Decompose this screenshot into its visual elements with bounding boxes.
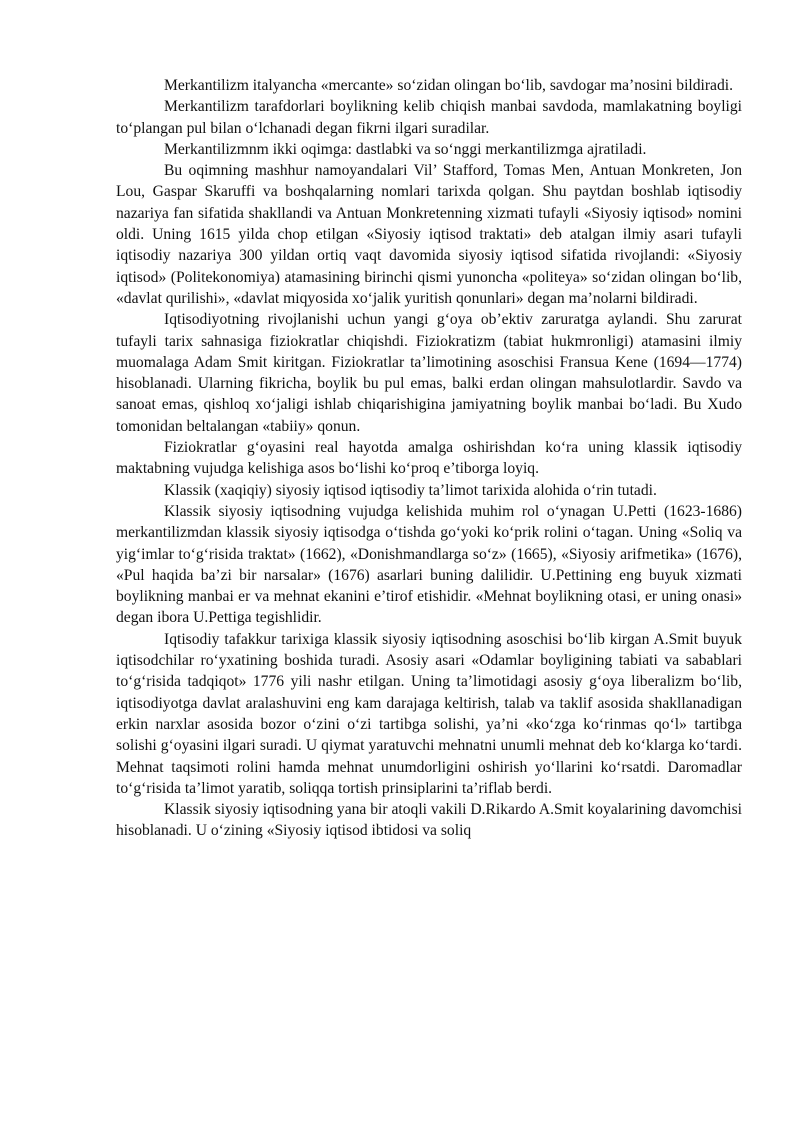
paragraph-physiocrats: Iqtisodiyotning rivojlanishi uchun yangi g‘oya ob’ektiv zaruratga aylandi. Shu zarurat tufayli tarix sahnasiga fiziokratlar chiqishdi. Fiziokratizm (tabiat hukmronligi) atamasini ilmiy muomalaga Adam Smit kiritgan. Fiziokratlar ta’limotining asoschisi Fransua Kene (1694—1774) hisoblanadi. Ularning fikricha, boylik bu pul emas, balki erdan olingan mahsulotlardir. Savdo va sanoat emas, qishloq xo‘jaligi ishlab chiqarishigina jamiyatning boylik manbai bo‘ladi. Bu Xudo tomonidan beltalangan «tabiiy» qonun. xyxy=(116,311,742,435)
paragraph-merkantilizm-currents: Merkantilizmnm ikki oqimga: dastlabki va so‘nggi merkantilizmga ajratiladi. xyxy=(164,140,647,158)
paragraph-smith: Iqtisodiy tafakkur tarixiga klassik siyosiy iqtisodning asoschisi bo‘lib kirgan A.Smit buyuk iqtisodchilar ro‘yxatining boshida turadi. Asosiy asari «Odamlar boyligining tabiati va sabablari to‘g‘risida tadqiqot» 1776 yili nashr etilgan. Uning ta’limotidagi asosiy g‘oya liberalizm bo‘lib, iqtisodiyotga davlat aralashuvini eng kam darajaga keltirish, talab va taklif asosida shakllanadigan erkin narxlar asosida bozor o‘zini o‘zi tartibga solishi, ya’ni «ko‘zga ko‘rinmas qo‘l» tartibga solishi g‘oyasini ilgari suradi. U qiymat yaratuvchi mehnatni unumli mehnat deb ko‘klarga ko‘tardi. Mehnat taqsimoti rolini hamda mehnat unumdorligini oshirish yo‘llarini ko‘rsatdi. Daromadlar to‘g‘risida ta’limot yaratib, soliqqa tortish prinsiplarini ta’riflab berdi. xyxy=(116,630,742,797)
paragraph-physiocrats-legacy: Fiziokratlar g‘oyasini real hayotda amalga oshirishdan ko‘ra uning klassik iqtisodiy maktabning vujudga kelishiga asos bo‘lishi ko‘proq e’tiborga loyiq. xyxy=(116,439,742,478)
paragraph-representatives: Bu oqimning mashhur namoyandalari Vil’ Stafford, Tomas Men, Antuan Monkreten, Jon Lou, Gaspar Skaruffi va boshqalarning nomlari tarixda qolgan. Shu paytdan boshlab iqtisodiy nazariya fan sifatida shakllandi va Antuan Monkretenning xizmati tufayli «Siyosiy iqtisod» nomini oldi. Uning 1615 yilda chop etilgan «Siyosiy iqtisod traktati» deb atalgan ilmiy asari tufayli iqtisodiy nazariya 300 yildan ortiq vaqt davomida siyosiy iqtisod sifatida rivojlandi: «Siyosiy iqtisod» (Politekonomiya) atamasining birinchi qismi yunoncha «politeya» so‘zidan olingan bo‘lib, «davlat qurilishi», «davlat miqyosida xo‘jalik yuritish qonunlari» degan ma’nolarni bildiradi. xyxy=(116,162,742,307)
paragraph-merkantilizm-supporters: Merkantilizm tarafdorlari boylikning kelib chiqish manbai savdoda, mamlakatning boyligi to‘plangan pul bilan o‘lchanadi degan fikrni ilgari suradilar. xyxy=(116,98,742,137)
paragraph-ricardo: Klassik siyosiy iqtisodning yana bir atoqli vakili D.Rikardo A.Smit koyalarining davomchisi hisoblanadi. U o‘zining «Siyosiy iqtisod ibtidosi va soliq xyxy=(116,801,742,840)
paragraph-merkantilizm-definition: Merkantilizm italyancha «mercante» so‘zidan olingan bo‘lib, savdogar ma’nosini bildiradi. xyxy=(164,77,734,94)
paragraph-classical-economy: Klassik (xaqiqiy) siyosiy iqtisod iqtisodiy ta’limot tarixida alohida o‘rin tutadi. xyxy=(164,481,657,499)
document-page xyxy=(116,75,742,842)
paragraph-petty: Klassik siyosiy iqtisodning vujudga kelishida muhim rol o‘ynagan U.Petti (1623-1686) merkantilizmdan klassik siyosiy iqtisodga o‘tishda go‘yoki ko‘prik rolini o‘tagan. Uning «Soliq va yig‘imlar to‘g‘risida traktat» (1662), «Donishmandlarga so‘z» (1665), «Siyosiy arifmetika» (1676), «Pul haqida ba’zi bir narsalar» (1676) asarlari buning dalilidir. U.Pettining eng buyuk xizmati boylikning manbai er va mehnat ekanini e’tirof etishidir. «Mehnat boylikning otasi, er uning onasi» degan ibora U.Pettiga tegishlidir. xyxy=(116,502,742,627)
